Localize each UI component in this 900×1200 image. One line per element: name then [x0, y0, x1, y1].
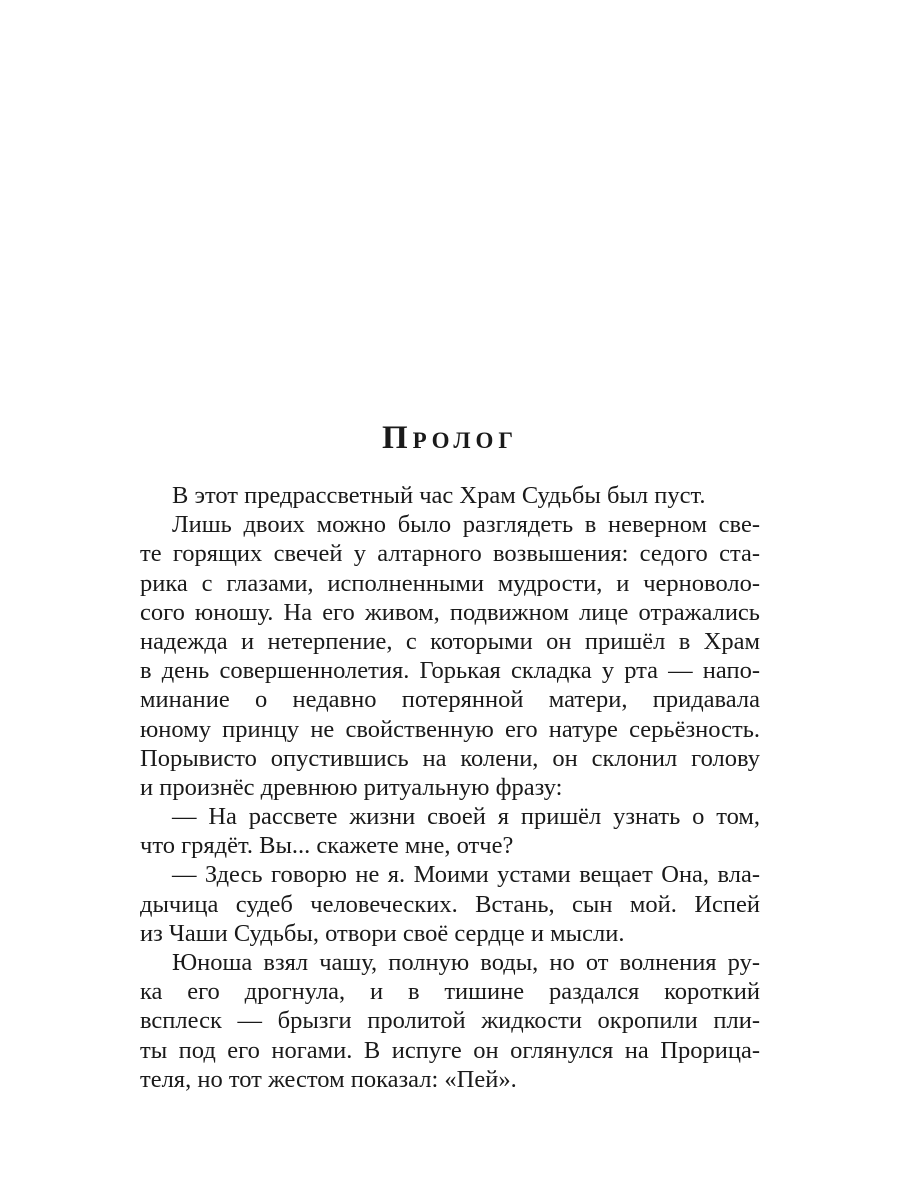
text-line: Юноша взял чашу, полную воды, но от волнения ру-	[172, 949, 760, 976]
text-line: В этот предрассветный час Храм Судьбы был пуст.	[172, 482, 706, 509]
book-page	[140, 0, 760, 1200]
text-line: те горящих свечей у алтарного возвышения: седого ста-	[140, 540, 760, 568]
text-line: из Чаши Судьбы, отвори своё сердце и мысли.	[140, 919, 625, 947]
text-line: теля, но тот жестом показал: «Пей».	[140, 1065, 517, 1093]
text-line: — Здесь говорю не я. Моими устами вещает Она, вла-	[172, 861, 760, 889]
text-line: Лишь двоих можно было разглядеть в неверном све-	[172, 511, 760, 539]
text-line: всплеск — брызги пролитой жидкости окропили пли-	[140, 1007, 760, 1035]
text-line: Порывисто опустившись на колени, он склонил голову	[140, 744, 760, 772]
text-line: дычица судеб человеческих. Встань, сын мой. Испей	[140, 890, 760, 918]
text-line: что грядёт. Вы... скажете мне, отче?	[140, 832, 514, 860]
text-line: ка его дрогнула, и в тишине раздался короткий	[140, 978, 760, 1006]
text-line: рика с глазами, исполненными мудрости, и черноволо-	[140, 569, 760, 597]
text-line: юному принцу не свойственную его натуре серьёзность.	[140, 715, 760, 743]
text-line: сого юношу. На его живом, подвижном лице отражались	[140, 598, 760, 626]
text-line: ты под его ногами. В испуге он оглянулся на Прорица-	[140, 1036, 760, 1064]
text-line: и произнёс древнюю ритуальную фразу:	[140, 773, 563, 801]
body-text	[140, 481, 760, 1094]
text-line: надежда и нетерпение, с которыми он пришёл в Храм	[140, 627, 760, 655]
text-line: в день совершеннолетия. Горькая складка у рта — напо-	[140, 657, 760, 685]
text-line: — На рассвете жизни своей я пришёл узнать о том,	[172, 803, 760, 831]
chapter-title: Пролог	[382, 420, 518, 456]
text-line: минание о недавно потерянной матери, придавала	[140, 686, 760, 714]
